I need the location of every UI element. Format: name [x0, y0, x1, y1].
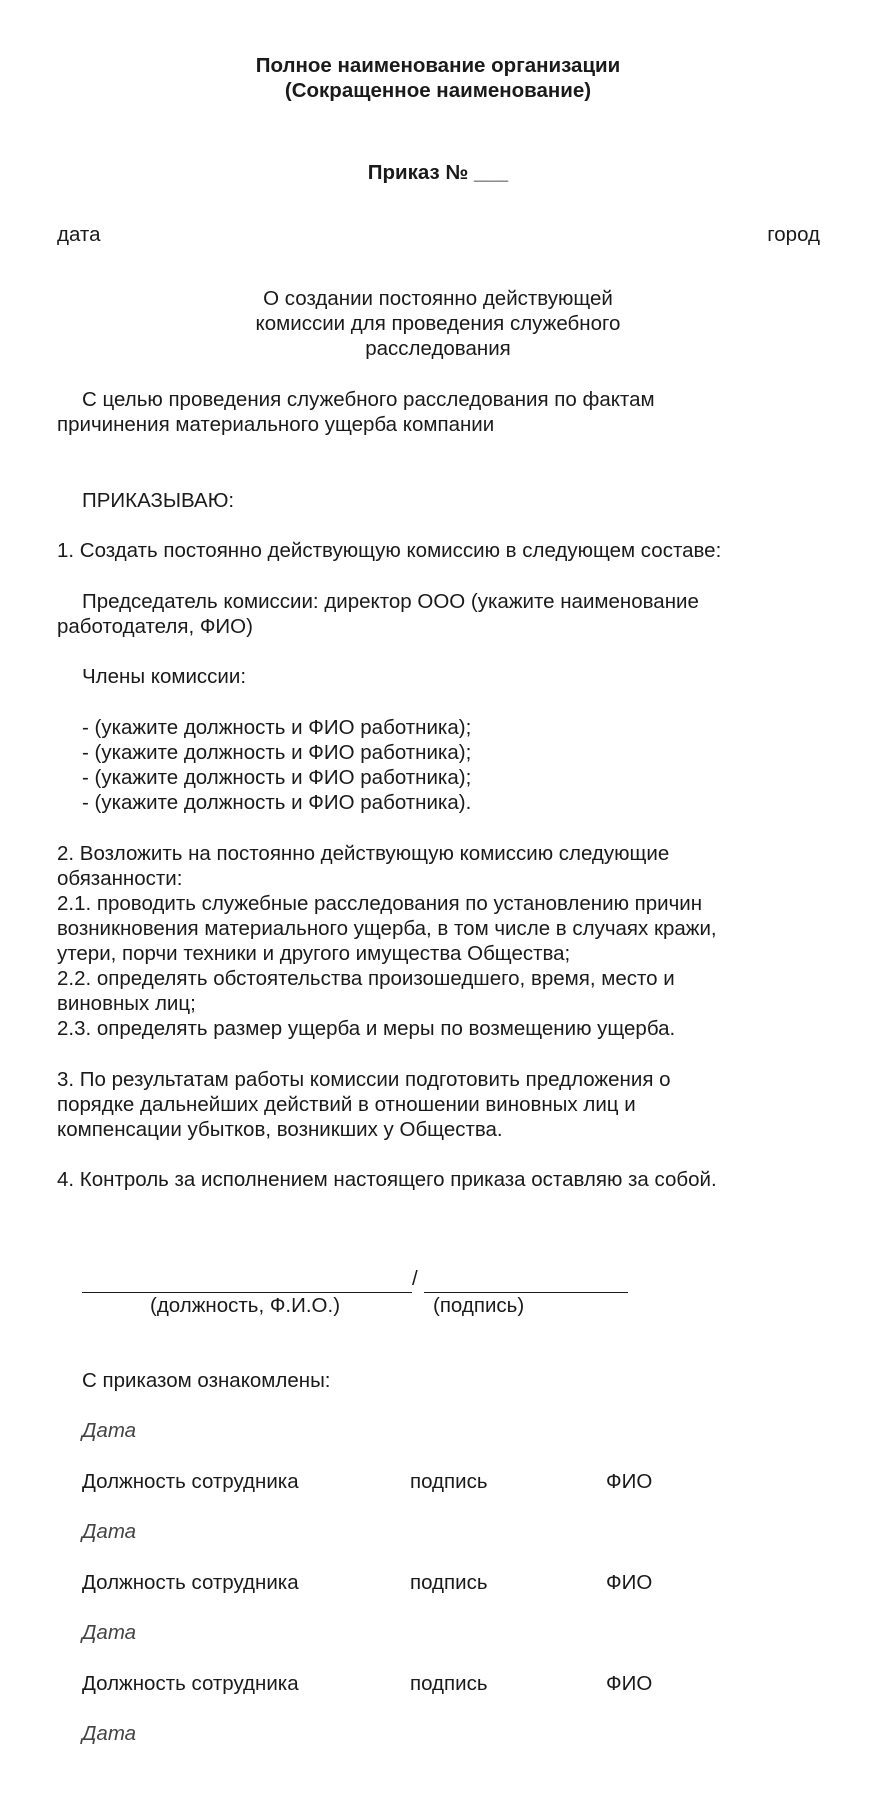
signature-separator: / — [412, 1267, 418, 1290]
member-item: - (укажите должность и ФИО работника); — [82, 741, 472, 764]
position-caption: (должность, Ф.И.О.) — [150, 1294, 341, 1317]
ack-name: ФИО — [606, 1571, 653, 1594]
item-3-line-3: компенсации убытков, возникших у Общества. — [57, 1118, 503, 1141]
members-label: Члены комиссии: — [82, 665, 247, 688]
order-title: Приказ № ___ — [367, 161, 509, 184]
item-2-line-8: 2.3. определять размер ущерба и меры по возмещению ущерба. — [57, 1017, 676, 1040]
ack-position: Должность сотрудника — [82, 1470, 299, 1493]
chairman-line-1: Председатель комиссии: директор ООО (укажите наименование — [82, 590, 699, 613]
item-2-line-3: 2.1. проводить служебные расследования по установлению причин — [57, 892, 703, 915]
ack-position: Должность сотрудника — [82, 1571, 299, 1594]
ack-date-label: Дата — [82, 1419, 137, 1442]
item-2-line-6: 2.2. определять обстоятельства произошедшего, время, место и — [57, 967, 675, 990]
item-2-line-5: утери, порчи техники и другого имущества Общества; — [57, 942, 571, 965]
ack-signature: подпись — [410, 1470, 488, 1493]
member-item: - (укажите должность и ФИО работника). — [82, 791, 472, 814]
item-3-line-2: порядке дальнейших действий в отношении виновных лиц и — [57, 1093, 636, 1116]
date-label: дата — [57, 223, 101, 246]
city-label: город — [767, 223, 820, 246]
subject-line-2: комиссии для проведения служебного — [255, 312, 621, 335]
org-short-name: (Сокращенное наименование) — [284, 79, 592, 102]
item-3-line-1: 3. По результатам работы комиссии подготовить предложения о — [57, 1068, 671, 1091]
member-item: - (укажите должность и ФИО работника); — [82, 766, 472, 789]
item-2-line-2: обязанности: — [57, 867, 183, 890]
acknowledgement-title: С приказом ознакомлены: — [82, 1369, 331, 1392]
preamble-line-1: С целью проведения служебного расследования по фактам — [82, 388, 655, 411]
chairman-line-2: работодателя, ФИО) — [57, 615, 253, 638]
subject-line-3: расследования — [365, 337, 511, 360]
item-2-line-1: 2. Возложить на постоянно действующую комиссию следующие — [57, 842, 670, 865]
signature-caption: (подпись) — [433, 1294, 525, 1317]
ack-date-label: Дата — [82, 1722, 137, 1745]
ack-date-label: Дата — [82, 1621, 137, 1644]
org-full-name: Полное наименование организации — [255, 54, 621, 77]
item-1-text: 1. Создать постоянно действующую комиссию в следующем составе: — [57, 539, 722, 562]
preamble-line-2: причинения материального ущерба компании — [57, 413, 495, 436]
ack-signature: подпись — [410, 1672, 488, 1695]
order-word: ПРИКАЗЫВАЮ: — [82, 489, 235, 512]
ack-signature: подпись — [410, 1571, 488, 1594]
member-item: - (укажите должность и ФИО работника); — [82, 716, 472, 739]
ack-position: Должность сотрудника — [82, 1672, 299, 1695]
ack-date-label: Дата — [82, 1520, 137, 1543]
item-2-line-7: виновных лиц; — [57, 992, 196, 1015]
ack-name: ФИО — [606, 1672, 653, 1695]
item-2-line-4: возникновения материального ущерба, в том числе в случаях кражи, — [57, 917, 717, 940]
item-4-line-1: 4. Контроль за исполнением настоящего приказа оставляю за собой. — [57, 1168, 717, 1191]
subject-line-1: О создании постоянно действующей — [263, 287, 613, 310]
ack-name: ФИО — [606, 1470, 653, 1493]
